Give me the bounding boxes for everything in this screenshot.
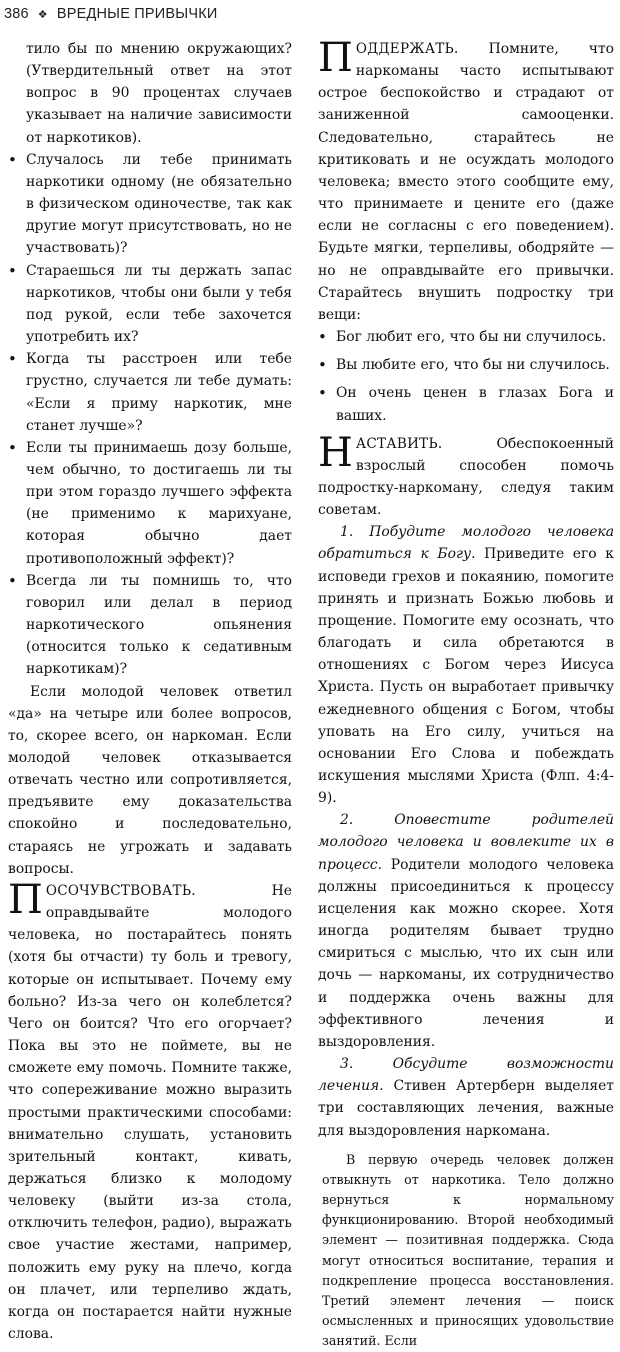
step-lead: 3. Обсудите возможности лечения. xyxy=(318,1056,614,1095)
bullet-icon: • xyxy=(318,384,327,403)
bullet-icon: • xyxy=(318,328,327,347)
diamond-ornament-icon: ❖ xyxy=(37,8,48,21)
step-body: Стивен Артерберн выделяет три составляющих лечения, важные для выздоровления наркомана. xyxy=(318,1078,614,1139)
list-item: • Он очень ценен в глазах Бога и ваших. xyxy=(318,384,614,424)
step-paragraph xyxy=(318,521,614,809)
list-item: • Когда ты расстроен или тебе грустно, случается ли тебе думать: «Если я приму наркотик, мне станет лучше»? xyxy=(8,350,292,434)
step-body: Родители молодого человека должны присоединиться к процессу исцеления как можно скорее. Хотя иногда родителям бывает трудно смириться с мыслью, что их сын или дочь — наркоманы, их сотрудничество и поддержка очень важны для эффективного лечения и выздоровления. xyxy=(318,856,614,1050)
left-column xyxy=(8,38,292,1345)
question-continuation: тило бы по мнению окружающих? (Утвердительный ответ на этот вопрос в 90 процентах случаев указывает на наличие зависимости от наркотиков). xyxy=(26,41,292,146)
bullet-icon: • xyxy=(8,438,17,457)
section-body: Не оправдывайте молодого человека, но постарайтесь понять (хотя бы отчасти) ту боль и тревогу, которые он испытывает. Почему ему больно? Из-за чего он колеблется? Чего он боится? Что его огорчает? Пока вы это не поймете, вы не сможете ему помочь. Помните также, что сопереживание можно выразить простыми практическими способами: внимательно слушать, установить зрительный контакт, кивать, держаться близко к молодому человеку (выйти из-за стола, отключить телефон, радио), выражать свое участие жестами, например, положить ему руку на плечо, когда он плачет, или терпеливо ждать, когда он постарается найти нужные слова. xyxy=(8,882,292,1343)
list-item: • Бог любит его, что бы ни случилось. xyxy=(318,326,614,348)
list-item: • Вы любите его, что бы ни случилось. xyxy=(318,354,614,376)
list-item: • Если ты принимаешь дозу больше, чем обычно, то достигаешь ли ты при этом гораздо лучшего эффекта (не применимо к марихуане, которая обычно дает противоположный эффект)? xyxy=(8,438,292,567)
sympathize-section xyxy=(8,876,292,1345)
support-list xyxy=(318,326,614,427)
step-lead: 2. Оповестите родителей молодого человека и вовлеките их в процесс. xyxy=(318,812,614,873)
step-body: Приведите его к исповеди грехов и покаянию, помогите принять и признать Божью любовь и прощение. Помогите ему осознать, что благодать и сила обретаются в отношениях с Богом через Иисуса Христа. Пусть он выработает привычку ежедневного общения с Богом, чтобы уповать на Его силу, учиться на основании Его Слова и побеждать искушения мыслями Христа (Флп. 4:4-9). xyxy=(318,546,614,807)
bullet-icon: • xyxy=(8,350,17,369)
guide-section xyxy=(318,429,614,522)
section-heading: ОСОЧУВСТВОВАТЬ. xyxy=(45,882,196,899)
bullet-icon: • xyxy=(318,356,327,375)
step-paragraph xyxy=(318,1053,614,1142)
bullet-icon: • xyxy=(8,261,17,280)
support-section xyxy=(318,35,614,326)
drop-cap: П xyxy=(8,876,43,923)
question-list xyxy=(8,149,292,681)
drop-cap: П xyxy=(318,35,353,81)
list-item: • Всегда ли ты помнишь то, что говорил или делал в период наркотического опьянения (относится только к седативным наркотикам)? xyxy=(8,571,292,678)
block-quote xyxy=(318,1150,614,1352)
section-heading: АСТАВИТЬ. xyxy=(355,435,443,452)
bullet-icon: • xyxy=(8,150,17,169)
list-item: • Стараешься ли ты держать запас наркотиков, чтобы они были у тебя под рукой, если тебе захочется употребить их? xyxy=(8,261,292,346)
quote-text: В первую очередь человек должен отвыкнуть от наркотика. Тело должно вернуться к нормальному функционированию. Второй необходимый элемент — позитивная поддержка. Сюда могут относиться воспитание, терапия и подкрепление процесса восстановления. Третий элемент лечения — поиск осмысленных и приносящих удовольствие занятий. Если xyxy=(322,1151,614,1349)
section-heading: ОДДЕРЖАТЬ. xyxy=(355,41,459,57)
running-title: ВРЕДНЫЕ ПРИВЫЧКИ xyxy=(56,6,218,22)
page-number: 386 xyxy=(4,6,29,22)
list-item: • Случалось ли тебе принимать наркотики одному (не обязательно в физическом одиночестве, так как другие могут присутствовать, но не участвовать)? xyxy=(8,150,292,257)
summary-paragraph: Если молодой человек ответил «да» на четыре или более вопросов, то, скорее всего, он наркоман. Если молодой человек отказывается отвечать честно или сопротивляется, предъявите ему доказательства спокойно и последовательно, стараясь не угрожать и задавать вопросы. xyxy=(8,683,292,877)
section-body: Обеспокоенный взрослый способен помочь подростку-наркоману, следуя таким советам. xyxy=(318,435,614,519)
drop-cap: Н xyxy=(318,429,353,476)
bullet-icon: • xyxy=(8,571,17,590)
running-header xyxy=(4,4,217,24)
right-column xyxy=(318,35,614,1352)
step-paragraph xyxy=(318,809,614,1053)
step-lead: 1. Побудите молодого человека обратиться к Богу. xyxy=(318,524,614,563)
section-body: Помните, что наркоманы часто испытывают острое беспокойство и страдают от заниженной самооценки. Следовательно, старайтесь не критиковать и не осуждать молодого человека; вместо этого сообщите ему, что принимаете и цените его (даже если не согласны с его поведением). Будьте мягки, терпеливы, ободряйте — но не оправдывайте его привычки. Старайтесь внушить подростку три вещи: xyxy=(318,41,614,323)
